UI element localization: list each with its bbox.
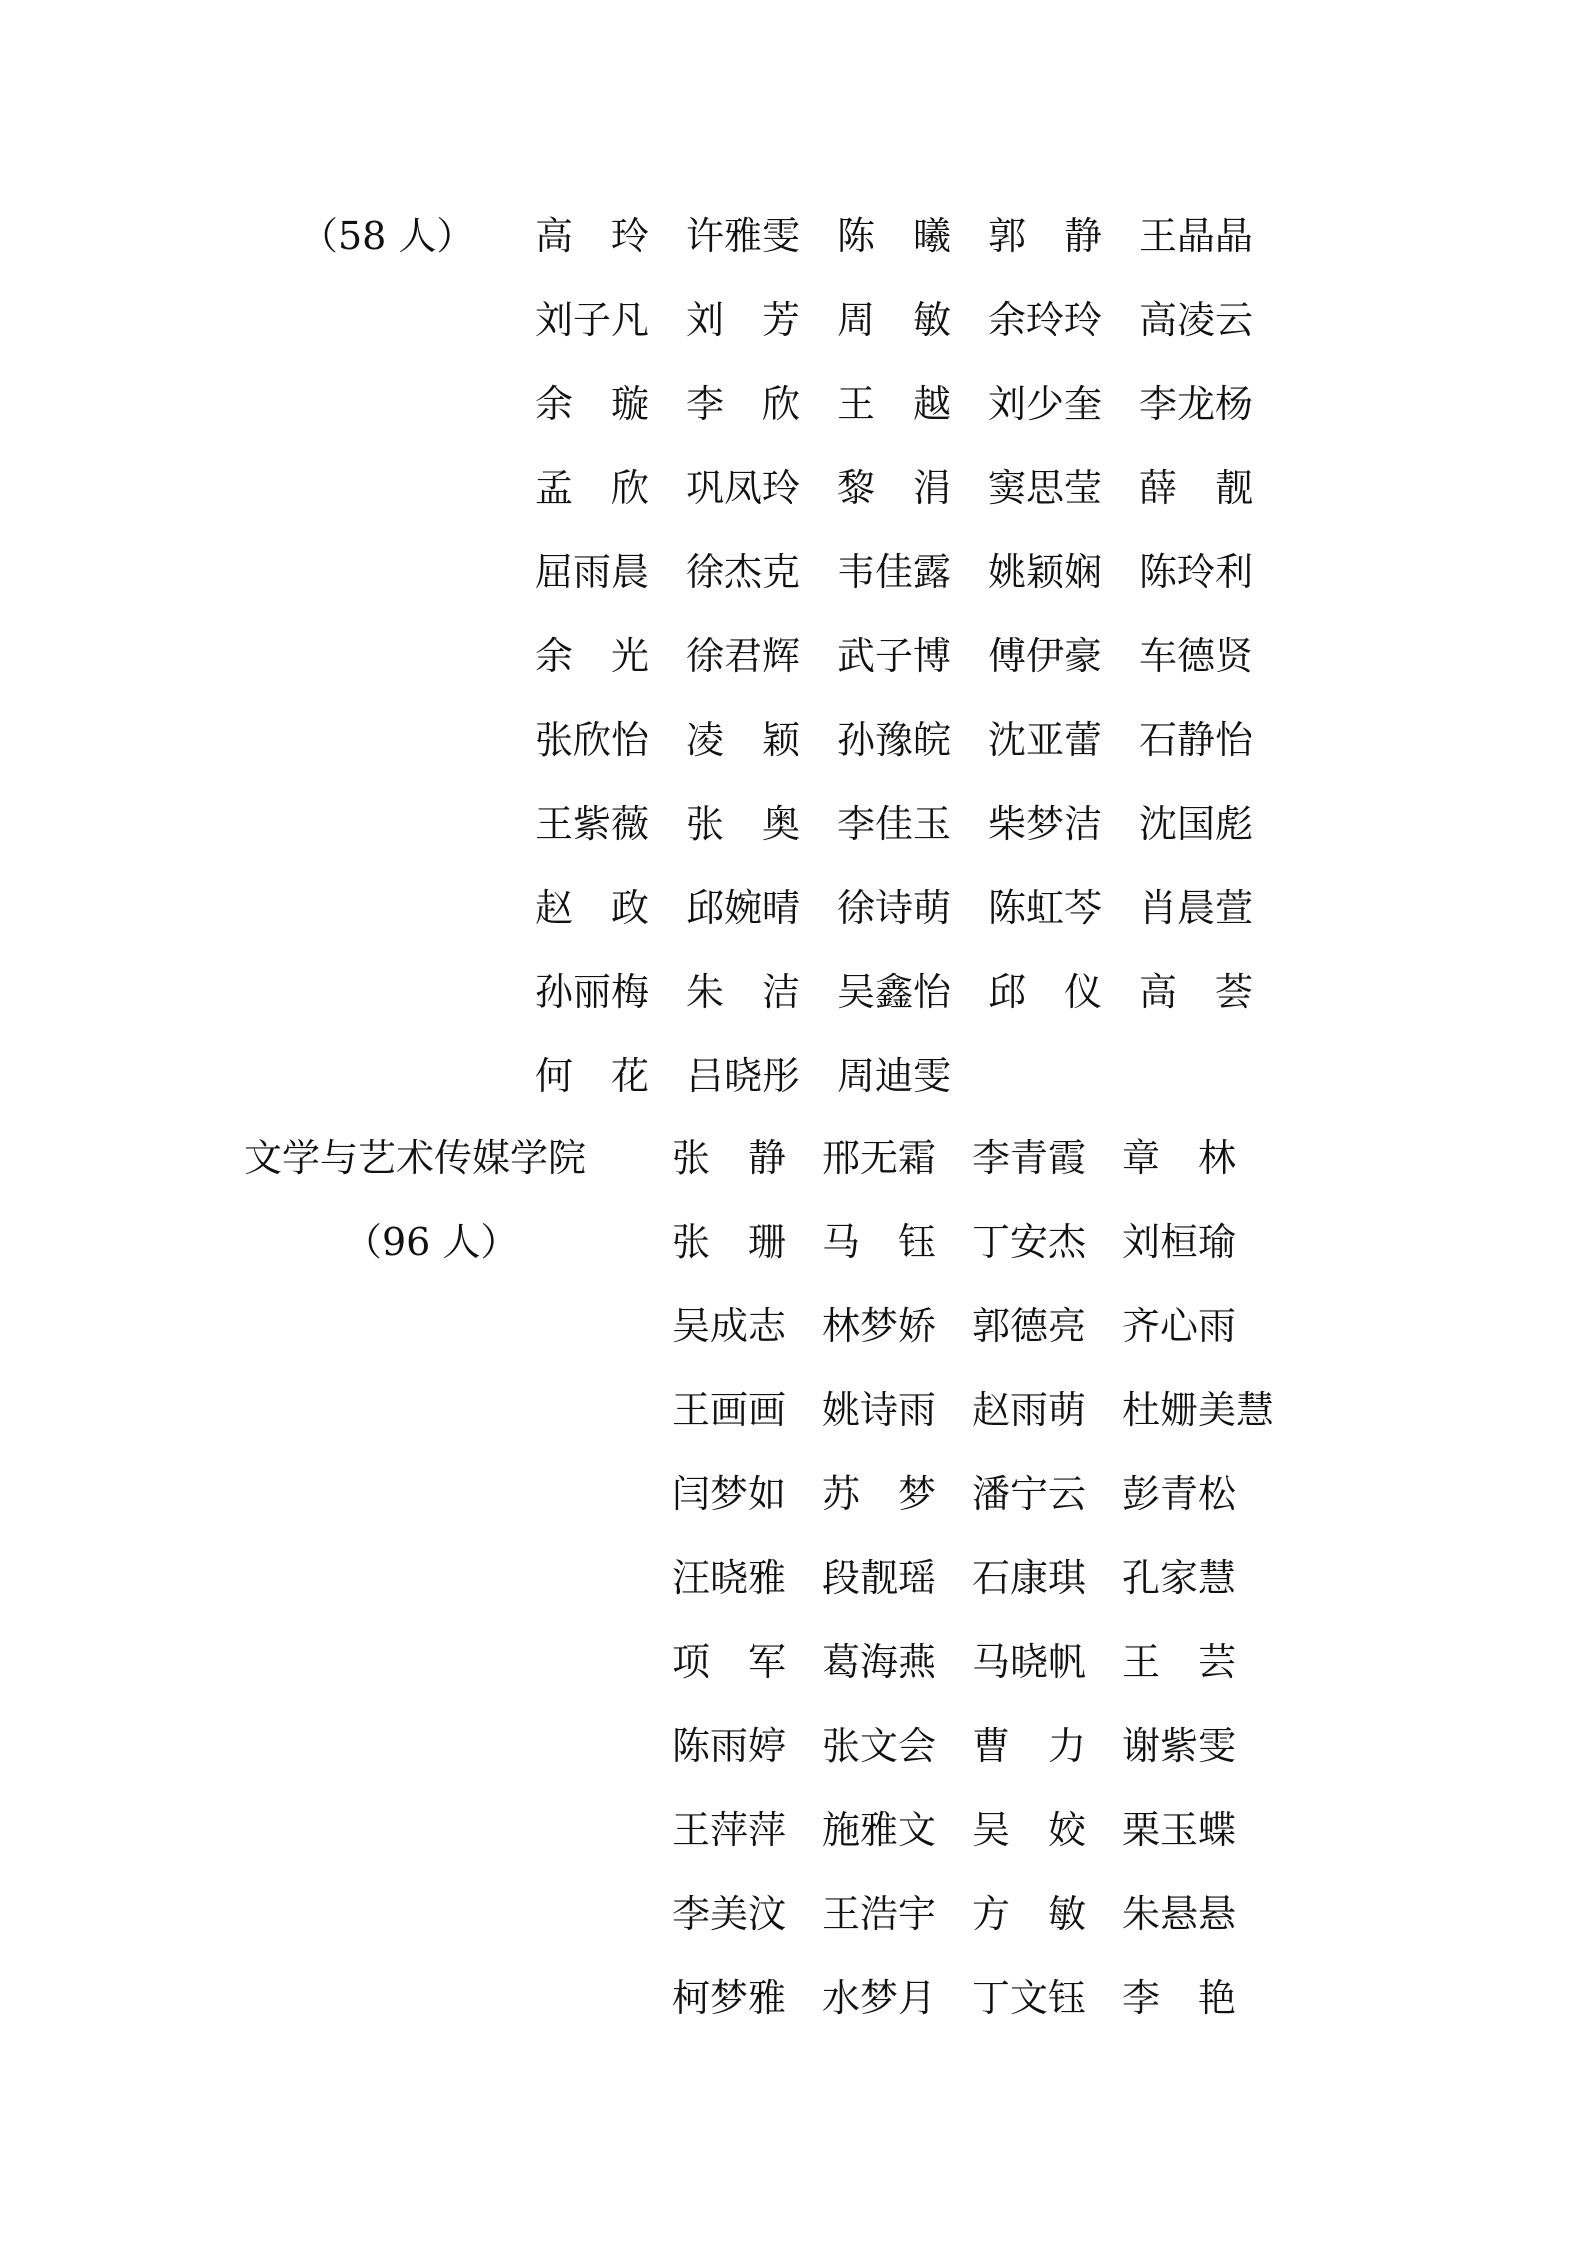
name-row — [535, 614, 1290, 698]
name-entry: 李美汶 — [672, 1892, 787, 1936]
name-entry: 肖晨萱 — [1139, 886, 1254, 930]
name-entry: 柯梦雅 — [672, 1976, 787, 2020]
name-row — [535, 950, 1290, 1034]
name-entry: 赵 政 — [535, 886, 650, 930]
name-row — [535, 278, 1290, 362]
name-entry: 郭德亮 — [972, 1304, 1087, 1348]
name-entry: 段靓瑶 — [822, 1556, 937, 1600]
name-entry: 章 林 — [1122, 1136, 1237, 1180]
name-entry: 刘少奎 — [988, 382, 1103, 426]
name-entry: 方 敏 — [972, 1892, 1087, 1936]
name-entry: 周 敏 — [837, 298, 952, 342]
name-entry: 刘 芳 — [686, 298, 801, 342]
name-entry: 王浩宇 — [822, 1892, 937, 1936]
name-entry: 陈玲利 — [1139, 550, 1254, 594]
name-entry: 李 艳 — [1122, 1976, 1237, 2020]
section2-college-name: 文学与艺术传媒学院 — [244, 1136, 587, 1180]
name-entry: 张 珊 — [672, 1220, 787, 1264]
name-entry: 孙豫皖 — [837, 718, 952, 762]
name-row — [672, 1788, 1272, 1872]
name-entry: 邱婉晴 — [686, 886, 801, 930]
name-entry: 马 钰 — [822, 1220, 937, 1264]
name-entry: 高 玲 — [535, 214, 650, 258]
name-row — [672, 1284, 1272, 1368]
name-entry: 余玲玲 — [988, 298, 1103, 342]
section1-count: （58 人） — [300, 214, 475, 258]
name-entry: 高 荟 — [1139, 970, 1254, 1014]
name-entry: 石康琪 — [972, 1556, 1087, 1600]
name-entry: 王晶晶 — [1139, 214, 1254, 258]
name-entry: 潘宁云 — [972, 1472, 1087, 1516]
name-row — [672, 1200, 1272, 1284]
name-entry: 曹 力 — [972, 1724, 1087, 1768]
name-row — [672, 1368, 1275, 1452]
name-row — [535, 698, 1290, 782]
name-entry: 汪晓雅 — [672, 1556, 787, 1600]
name-entry: 李青霞 — [972, 1136, 1087, 1180]
name-entry: 余 光 — [535, 634, 650, 678]
name-entry: 沈国彪 — [1139, 802, 1254, 846]
name-row — [672, 1116, 1272, 1200]
name-entry: 柴梦洁 — [988, 802, 1103, 846]
name-entry: 武子博 — [837, 634, 952, 678]
name-row — [672, 1536, 1272, 1620]
name-entry: 陈虹芩 — [988, 886, 1103, 930]
name-entry: 吕晓彤 — [686, 1054, 801, 1098]
name-entry: 徐杰克 — [686, 550, 801, 594]
name-entry: 刘桓瑜 — [1122, 1220, 1237, 1264]
name-entry: 孔家慧 — [1122, 1556, 1237, 1600]
name-entry: 孟 欣 — [535, 466, 650, 510]
name-entry: 徐君辉 — [686, 634, 801, 678]
name-entry: 王画画 — [672, 1388, 787, 1432]
name-entry: 许雅雯 — [686, 214, 801, 258]
name-entry: 苏 梦 — [822, 1472, 937, 1516]
name-entry: 栗玉蝶 — [1122, 1808, 1237, 1852]
name-row — [672, 1452, 1272, 1536]
name-row — [535, 194, 1290, 278]
name-entry: 余 璇 — [535, 382, 650, 426]
name-entry: 张文会 — [822, 1724, 937, 1768]
name-entry: 何 花 — [535, 1054, 650, 1098]
name-entry: 陈 曦 — [837, 214, 952, 258]
name-entry: 窦思莹 — [988, 466, 1103, 510]
name-entry: 闫梦如 — [672, 1472, 787, 1516]
name-entry: 丁安杰 — [972, 1220, 1087, 1264]
name-entry: 刘子凡 — [535, 298, 650, 342]
name-entry: 林梦娇 — [822, 1304, 937, 1348]
name-entry: 杜姗美慧 — [1122, 1388, 1275, 1432]
name-row — [535, 362, 1290, 446]
name-entry: 张 奥 — [686, 802, 801, 846]
name-entry: 周迪雯 — [837, 1054, 952, 1098]
name-entry: 吴鑫怡 — [837, 970, 952, 1014]
name-entry: 赵雨萌 — [972, 1388, 1087, 1432]
name-entry: 李龙杨 — [1139, 382, 1254, 426]
name-entry: 张欣怡 — [535, 718, 650, 762]
name-entry: 徐诗萌 — [837, 886, 952, 930]
name-entry: 薛 靓 — [1139, 466, 1254, 510]
name-entry: 张 静 — [672, 1136, 787, 1180]
name-entry: 朱 洁 — [686, 970, 801, 1014]
name-row — [672, 1704, 1272, 1788]
name-row — [535, 782, 1290, 866]
name-entry: 王萍萍 — [672, 1808, 787, 1852]
name-entry: 凌 颖 — [686, 718, 801, 762]
name-entry: 彭青松 — [1122, 1472, 1237, 1516]
name-entry: 李佳玉 — [837, 802, 952, 846]
name-entry: 陈雨婷 — [672, 1724, 787, 1768]
name-row — [535, 866, 1290, 950]
name-entry: 沈亚蕾 — [988, 718, 1103, 762]
name-entry: 邱 仪 — [988, 970, 1103, 1014]
name-entry: 王 芸 — [1122, 1640, 1237, 1684]
name-entry: 吴 姣 — [972, 1808, 1087, 1852]
section2-count: （96 人） — [344, 1220, 519, 1264]
name-entry: 王紫薇 — [535, 802, 650, 846]
name-entry: 谢紫雯 — [1122, 1724, 1237, 1768]
name-entry: 马晓帆 — [972, 1640, 1087, 1684]
name-entry: 李 欣 — [686, 382, 801, 426]
name-entry: 邢无霜 — [822, 1136, 937, 1180]
name-entry: 郭 静 — [988, 214, 1103, 258]
name-entry: 王 越 — [837, 382, 952, 426]
name-entry: 车德贤 — [1139, 634, 1254, 678]
name-entry: 齐心雨 — [1122, 1304, 1237, 1348]
name-entry: 葛海燕 — [822, 1640, 937, 1684]
name-entry: 孙丽梅 — [535, 970, 650, 1014]
name-entry: 吴成志 — [672, 1304, 787, 1348]
name-entry: 黎 涓 — [837, 466, 952, 510]
name-entry: 丁文钰 — [972, 1976, 1087, 2020]
section2-name-list — [672, 1116, 1275, 2040]
name-entry: 朱悬悬 — [1122, 1892, 1237, 1936]
name-entry: 石静怡 — [1139, 718, 1254, 762]
name-row — [535, 530, 1290, 614]
section1-name-list — [535, 194, 1290, 1118]
name-row — [535, 446, 1290, 530]
name-entry: 高凌云 — [1139, 298, 1254, 342]
name-entry: 项 军 — [672, 1640, 787, 1684]
name-entry: 傅伊豪 — [988, 634, 1103, 678]
name-row — [672, 1620, 1272, 1704]
name-row — [535, 1034, 1290, 1118]
name-entry: 姚颖娴 — [988, 550, 1103, 594]
name-row — [672, 1956, 1272, 2040]
name-entry: 施雅文 — [822, 1808, 937, 1852]
name-entry: 姚诗雨 — [822, 1388, 937, 1432]
name-entry: 巩凤玲 — [686, 466, 801, 510]
name-entry: 水梦月 — [822, 1976, 937, 2020]
name-entry: 屈雨晨 — [535, 550, 650, 594]
name-row — [672, 1872, 1272, 1956]
name-entry: 韦佳露 — [837, 550, 952, 594]
